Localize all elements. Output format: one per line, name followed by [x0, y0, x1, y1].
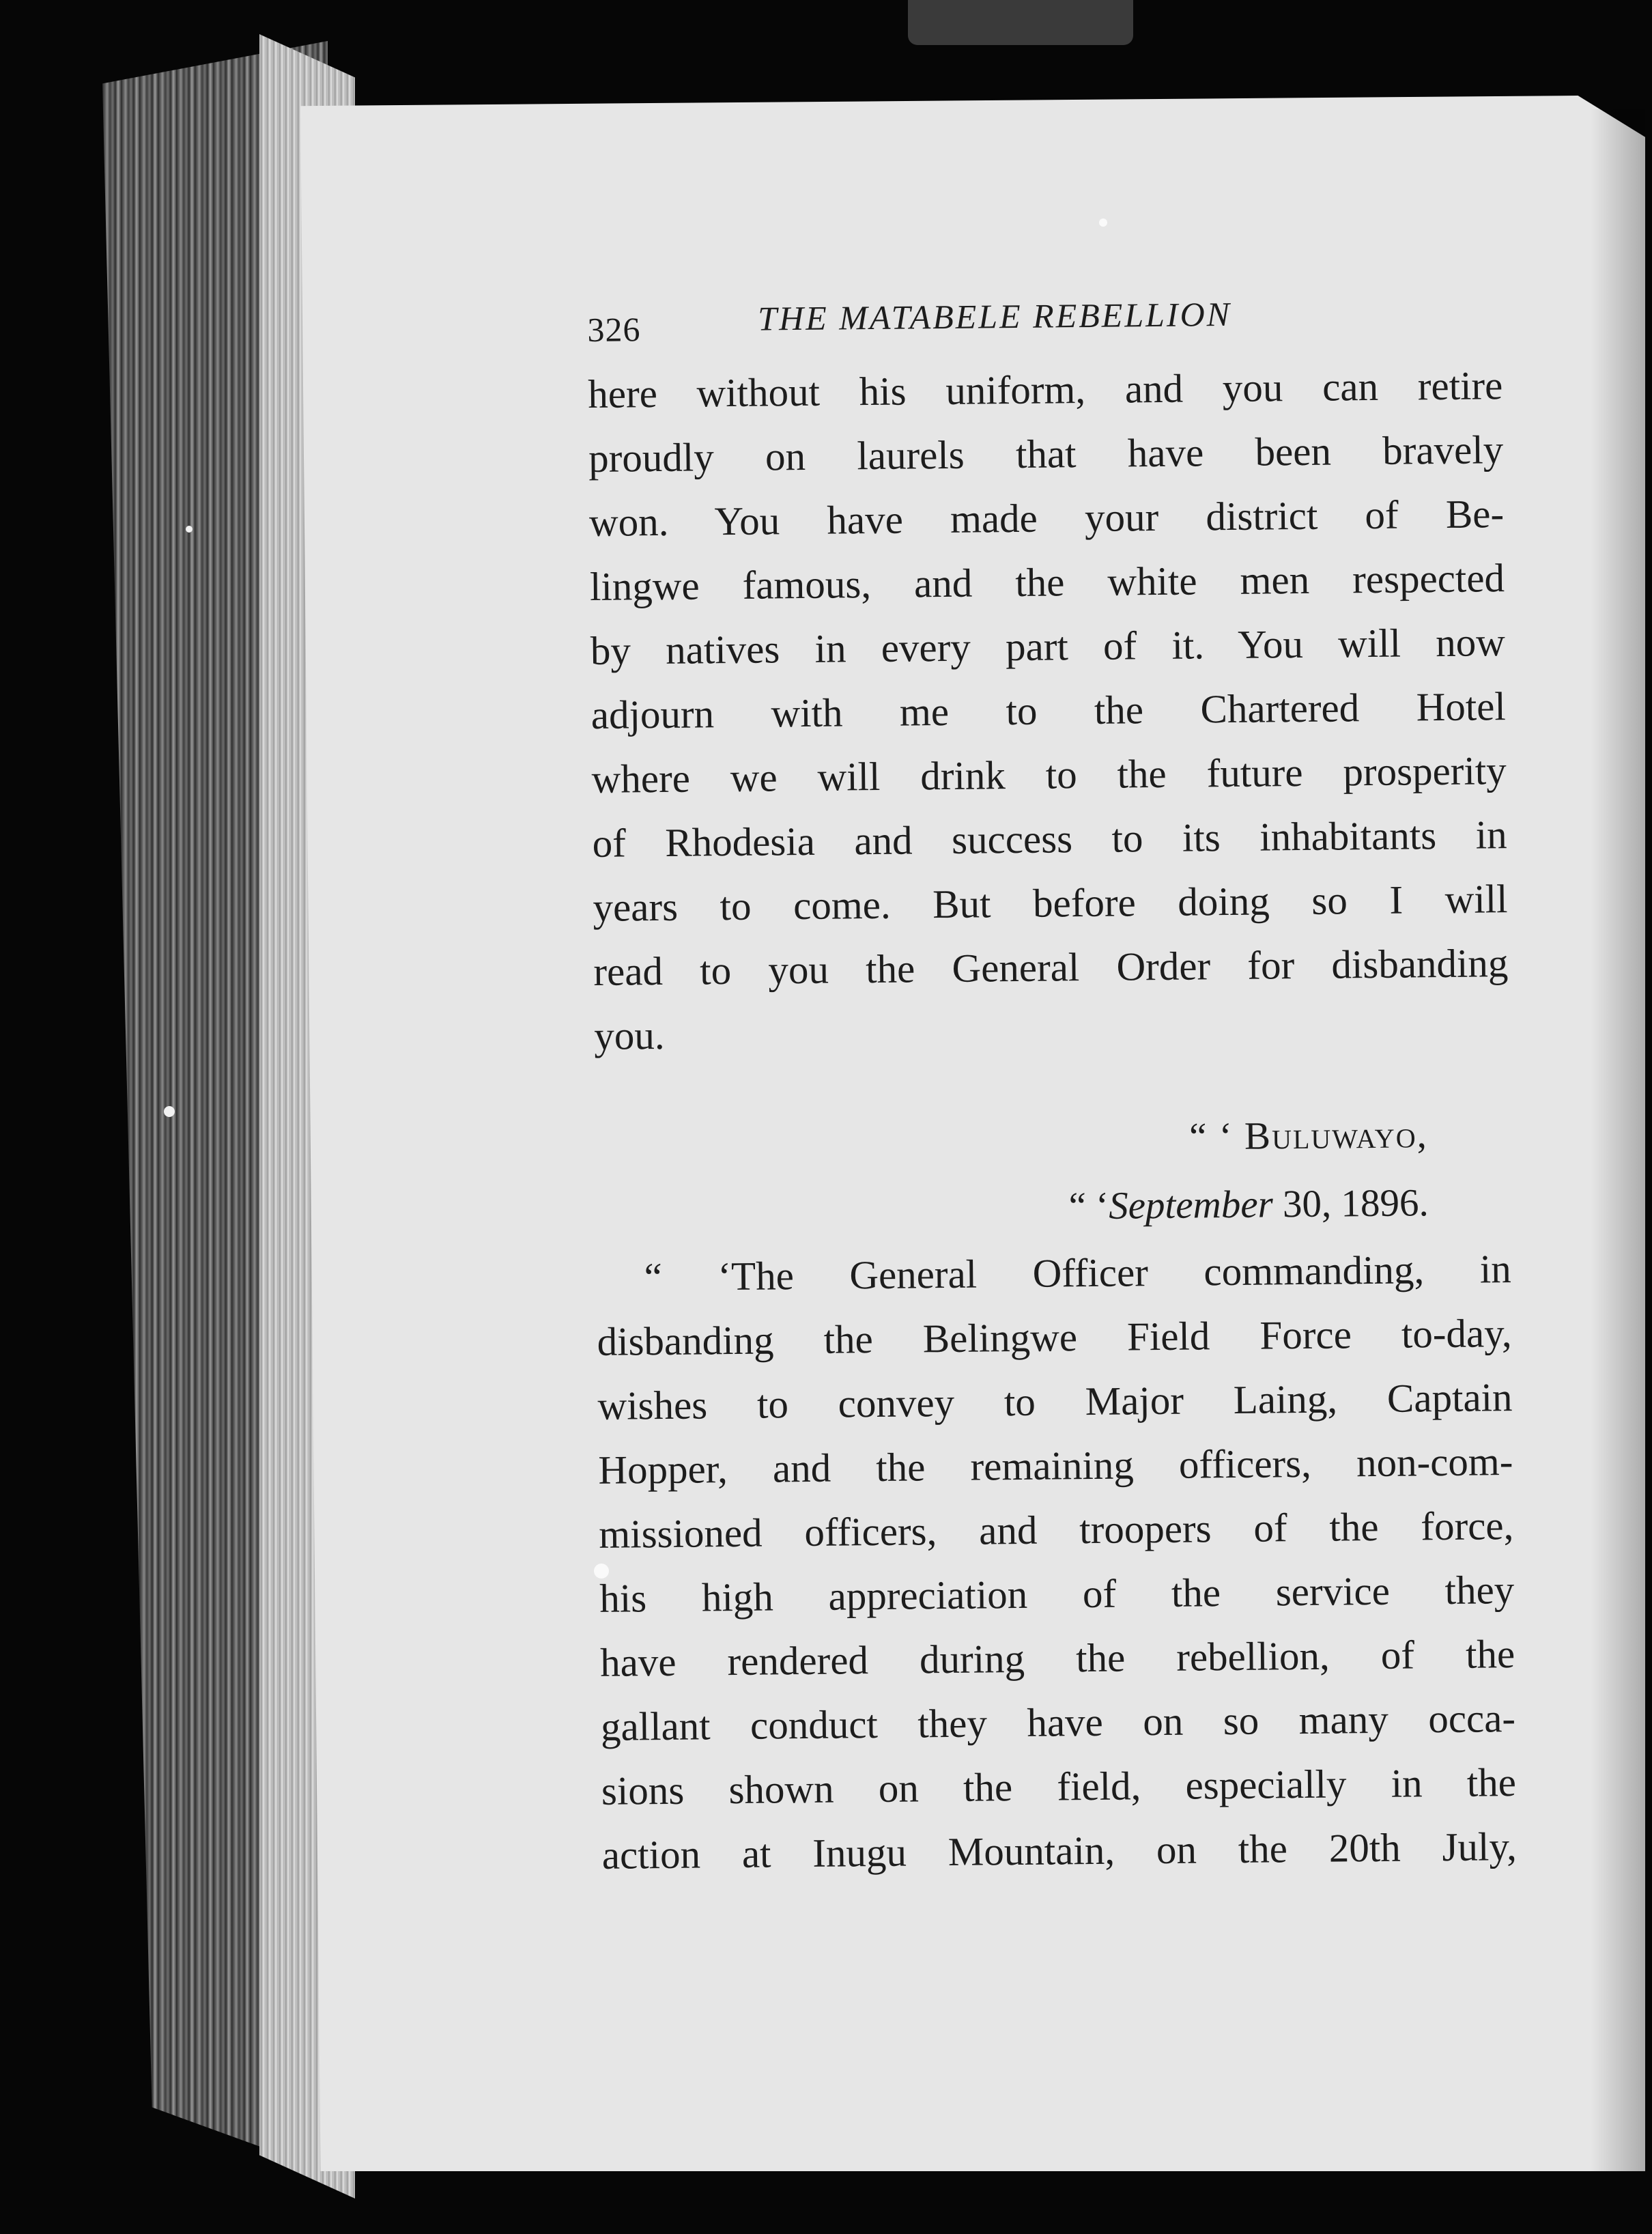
dateline-date-rest: 30, 1896. [1272, 1181, 1429, 1226]
text-line: adjourn with me to the Chartered Hotel [590, 683, 1507, 737]
text-line: you. [594, 1012, 665, 1058]
paragraph-general-order [596, 1236, 1517, 1887]
page-number: 326 [587, 310, 641, 349]
page-content [587, 292, 1517, 1887]
text-line: Hopper, and the remaining officers, non-com- [598, 1439, 1513, 1493]
text-line: by natives in every part of it. You will now [590, 619, 1506, 673]
text-line: proudly on laurels that have been bravely [588, 427, 1504, 481]
text-line: wishes to convey to Major Laing, Captain [597, 1374, 1513, 1428]
text-line: years to come. But before doing so I will [593, 876, 1508, 930]
text-line: action at Inugu Mountain, on the 20th July, [601, 1824, 1518, 1878]
text-line: of Rhodesia and success to its inhabitants in [592, 812, 1507, 866]
dateline [595, 1100, 1511, 1245]
text-line: “ ‘The General Officer commanding, in [644, 1246, 1511, 1300]
book-bookmark-tab [908, 0, 1133, 45]
dateline-date-prefix: “ ‘ [1068, 1184, 1109, 1228]
dateline-date-month: September [1108, 1183, 1274, 1228]
text-line: missioned officers, and troopers of the force, [599, 1503, 1514, 1557]
text-line: sions shown on the field, especially in the [601, 1759, 1517, 1813]
running-head [587, 292, 1503, 362]
text-line: lingwe famous, and the white men respected [589, 555, 1505, 609]
dust-speck [1099, 218, 1107, 227]
dust-speck [186, 526, 193, 533]
dateline-date [595, 1169, 1429, 1245]
running-title: THE MATABELE REBELLION [757, 294, 1232, 338]
text-line: gallant conduct they have on so many occa- [600, 1695, 1516, 1749]
text-line: where we will drink to the future prosperity [591, 748, 1507, 802]
text-line: have rendered during the rebellion, of the [599, 1631, 1515, 1685]
text-line: read to you the General Order for disbanding [593, 940, 1509, 994]
text-line: his high appreciation of the service they [599, 1567, 1515, 1621]
text-line: here without his uniform, and you can retire [587, 363, 1503, 416]
paragraph-speech [588, 353, 1509, 1068]
text-line: disbanding the Belingwe Field Force to-day, [597, 1310, 1512, 1364]
dateline-place: “ ‘ Buluwayo, [1188, 1113, 1429, 1159]
dust-speck [164, 1106, 175, 1117]
page-shadow [1591, 109, 1645, 2171]
text-line: won. You have made your district of Be- [588, 491, 1505, 545]
